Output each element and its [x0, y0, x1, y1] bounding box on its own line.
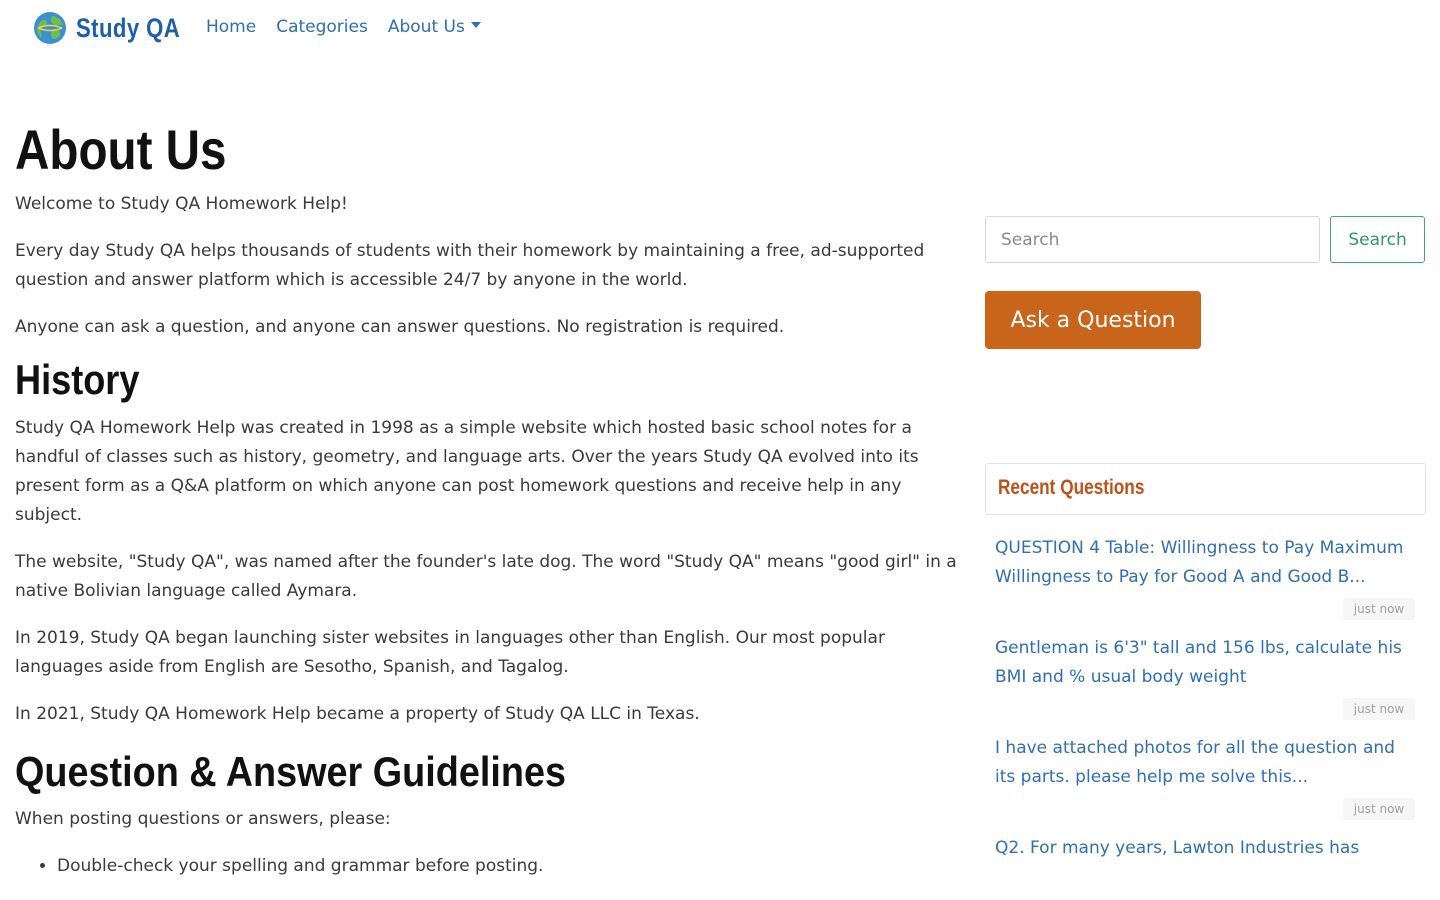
history-paragraph-2: The website, "Study QA", was named after the founder's late dog. The word "Study QA" means "good girl" in a native Bolivian language called Aymara.: [15, 552, 957, 601]
guidelines-heading: Question & Answer Guidelines: [15, 748, 567, 795]
intro-paragraph-1: Welcome to Study QA Homework Help!: [15, 194, 348, 214]
list-item: [995, 734, 1415, 820]
search-button[interactable]: Search: [1330, 216, 1425, 263]
intro-paragraph-3: Anyone can ask a question, and anyone can answer questions. No registration is required.: [15, 317, 785, 337]
search-input[interactable]: [985, 216, 1320, 263]
list-item: [995, 534, 1415, 620]
brand-link[interactable]: [32, 10, 203, 46]
nav-about-dropdown[interactable]: [388, 17, 481, 37]
recent-questions-header: [985, 463, 1426, 515]
history-paragraph-1: Study QA Homework Help was created in 1998 as a simple website which hosted basic school notes for a handful of classes such as history, geometry, and language arts. Over the years Study QA evolved into its present form as a Q&A platform on which anyone can post homework questions and receive help in any subject.: [15, 418, 919, 525]
question-link[interactable]: Q2. For many years, Lawton Industries has: [995, 838, 1360, 858]
history-heading: History: [15, 356, 140, 403]
main-content: [15, 110, 960, 881]
nav-categories-link[interactable]: Categories: [276, 17, 368, 37]
sidebar: [985, 216, 1425, 858]
question-link[interactable]: I have attached photos for all the question and its parts. please help me solve this...: [995, 738, 1395, 787]
intro-paragraph-2: Every day Study QA helps thousands of students with their homework by maintaining a free, ad-supported question and answer platform which is accessible 24/7 by anyone in the world.: [15, 241, 925, 290]
list-item: [995, 634, 1415, 720]
question-time-badge: just now: [1343, 698, 1415, 720]
recent-questions-list: [995, 534, 1415, 877]
guideline-item: • Double-check your spelling and grammar before posting.: [57, 852, 960, 881]
history-paragraph-3: In 2019, Study QA began launching sister websites in languages other than English. Our most popular languages aside from English are Sesotho, Spanish, and Tagalog.: [15, 628, 885, 677]
main-nav: [206, 17, 501, 37]
list-item: [995, 834, 1415, 863]
question-link[interactable]: Gentleman is 6'3" tall and 156 lbs, calculate his BMI and % usual body weight: [995, 638, 1402, 687]
top-navbar: [0, 0, 1440, 60]
guidelines-list: [15, 852, 960, 881]
search-form: [985, 216, 1425, 263]
page-title: About Us: [15, 118, 227, 181]
nav-home-link[interactable]: Home: [206, 17, 257, 37]
globe-logo-icon: [32, 10, 68, 46]
question-time-badge: just now: [1343, 798, 1415, 820]
caret-down-icon: [471, 22, 481, 28]
brand-name: Study QA: [76, 12, 181, 43]
question-link[interactable]: QUESTION 4 Table: Willingness to Pay Maximum Willingness to Pay for Good A and Good B...: [995, 538, 1404, 587]
history-paragraph-4: In 2021, Study QA Homework Help became a property of Study QA LLC in Texas.: [15, 704, 700, 724]
nav-about-label: About Us: [387, 17, 465, 37]
recent-questions-title: Recent Questions: [998, 476, 1145, 499]
question-time-badge: just now: [1343, 598, 1415, 620]
ask-question-button[interactable]: Ask a Question: [985, 291, 1201, 349]
guidelines-intro: When posting questions or answers, please:: [15, 809, 391, 829]
